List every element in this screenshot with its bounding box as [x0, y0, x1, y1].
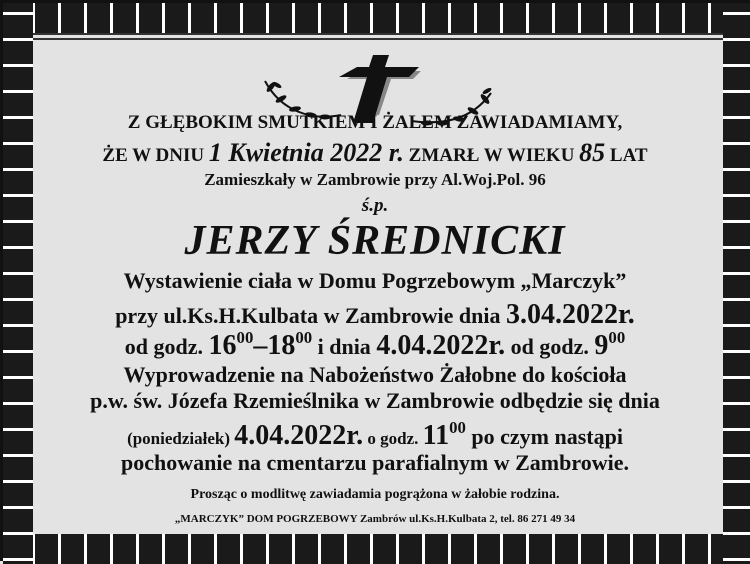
prefix-text: ś.p. — [361, 195, 389, 216]
text: LAT — [605, 145, 648, 166]
mass-date: 4.04.2022r. — [234, 420, 364, 451]
text: –18 — [253, 330, 296, 361]
announcement-line — [0, 112, 750, 134]
text: 9 — [594, 330, 609, 361]
age: 85 — [579, 138, 606, 167]
decorative-border-top — [3, 3, 750, 33]
mass-time-line — [0, 420, 750, 452]
text: p.w. św. Józefa Rzemieślnika w Zambrowie odbędzie się dnia — [90, 388, 660, 413]
text: Prosząc o modlitwę zawiadamia pogrążona w żałobie rodzina. — [190, 487, 560, 502]
text: 16 — [208, 330, 237, 361]
deceased-name — [0, 217, 750, 265]
name-text: JERZY ŚREDNICKI — [184, 218, 566, 264]
announcement-text: Z GŁĘBOKIM SMUTKIEM I ŻALEM ZAWIADAMIAMY, — [127, 112, 623, 133]
time — [594, 330, 625, 361]
family-note — [0, 487, 750, 503]
text: 00 — [449, 418, 466, 437]
text: 11 — [422, 420, 450, 451]
text: „MARCZYK” DOM POGRZEBOWY Zambrów ul.Ks.H.Kulbata 2, tel. 86 271 49 34 — [174, 513, 576, 525]
viewing-date: 3.04.2022r. — [505, 299, 635, 330]
time — [423, 420, 466, 451]
text: Wyprowadzenie na Nabożeństwo Żałobne do kościoła — [123, 362, 627, 387]
text: od godz. — [505, 334, 595, 359]
text: po czym nastąpi — [465, 424, 623, 449]
text: i dnia — [312, 334, 377, 359]
text: o godz. — [363, 429, 423, 448]
double-rule — [33, 33, 723, 45]
second-viewing-date: 4.04.2022r. — [376, 330, 506, 361]
funeral-home-info — [0, 513, 750, 525]
text: 00 — [295, 328, 313, 347]
viewing-address-line — [0, 299, 750, 331]
viewing-text: Wystawienie ciała w Domu Pogrzebowym „Marczyk” — [123, 268, 627, 293]
viewing-line — [0, 268, 750, 294]
text: 00 — [608, 328, 626, 347]
procession-line — [0, 362, 750, 388]
death-date: 1 Kwietnia 2022 r. — [208, 138, 404, 167]
text: (poniedziałek) — [127, 429, 235, 448]
text: ZMARŁ W WIEKU — [403, 145, 580, 166]
text: 00 — [236, 328, 254, 347]
burial-line — [0, 450, 750, 476]
church-line — [0, 388, 750, 414]
decorative-border-bottom — [3, 534, 750, 564]
residence-line — [0, 170, 750, 190]
text: od godz. — [124, 334, 209, 359]
text: pochowanie na cmentarzu parafialnym w Zambrowie. — [120, 450, 630, 475]
text: przy ul.Ks.H.Kulbata w Zambrowie dnia — [115, 303, 506, 328]
death-date-line — [0, 138, 750, 168]
residence-text: Zamieszkały w Zambrowie przy Al.Woj.Pol. 96 — [204, 170, 546, 189]
sp-prefix — [0, 195, 750, 217]
viewing-hours-line — [0, 330, 750, 362]
text: ŻE W DNIU — [102, 145, 209, 166]
time — [209, 330, 313, 361]
